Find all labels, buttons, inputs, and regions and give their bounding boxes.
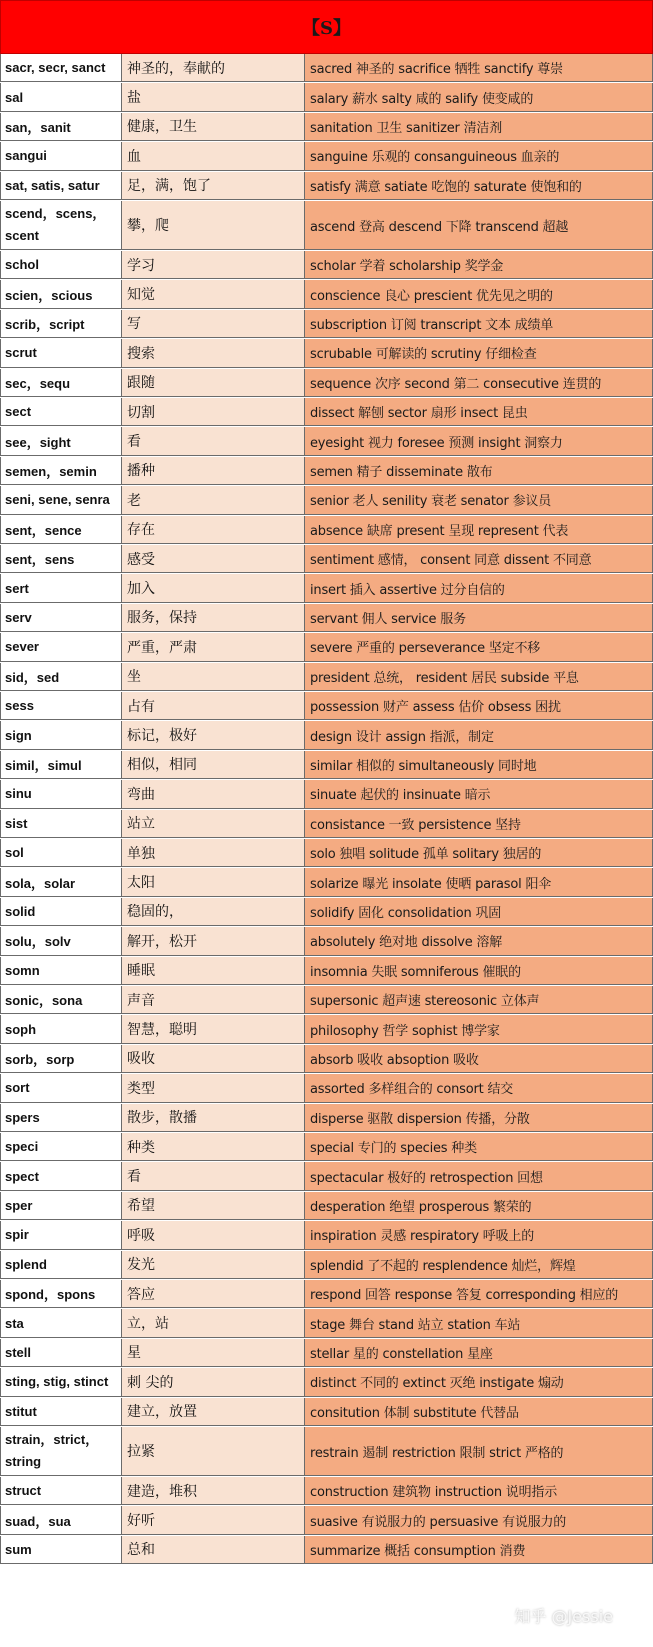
table-row — [0, 1427, 653, 1477]
root-cell: sec，sequ — [0, 369, 122, 397]
table-row — [0, 310, 653, 339]
watermark: 知乎 @Jessie — [514, 1607, 613, 1626]
root-cell: sid，sed — [0, 663, 122, 691]
root-cell: solu，solv — [0, 927, 122, 955]
root-cell: scrib，script — [0, 310, 122, 338]
examples-cell: similar 相似的 simultaneously 同时地 — [305, 751, 653, 779]
examples-cell: servant 佣人 service 服务 — [305, 604, 653, 632]
examples-cell: senior 老人 senility 衰老 senator 参议员 — [305, 486, 653, 514]
root-cell: scien，scious — [0, 280, 122, 308]
root-cell: simil，simul — [0, 751, 122, 779]
examples-cell: sequence 次序 second 第二 consecutive 连贯的 — [305, 369, 653, 397]
meaning-cell: 类型 — [122, 1074, 305, 1102]
meaning-cell: 单独 — [122, 839, 305, 867]
meaning-cell: 拉紧 — [122, 1427, 305, 1476]
root-cell: spers — [0, 1104, 122, 1132]
meaning-cell: 希望 — [122, 1192, 305, 1220]
examples-cell: insomnia 失眠 somniferous 催眠的 — [305, 957, 653, 985]
examples-cell: solo 独唱 solitude 孤单 solitary 独居的 — [305, 839, 653, 867]
table-row — [0, 604, 653, 633]
examples-cell: philosophy 哲学 sophist 博学家 — [305, 1015, 653, 1043]
meaning-cell: 答应 — [122, 1280, 305, 1308]
table-row — [0, 1045, 653, 1074]
examples-cell: possession 财产 assess 估价 obsess 困扰 — [305, 692, 653, 720]
table-row — [0, 663, 653, 692]
meaning-cell: 切割 — [122, 398, 305, 426]
examples-cell: spectacular 极好的 retrospection 回想 — [305, 1162, 653, 1190]
examples-cell: absorb 吸收 absoption 吸收 — [305, 1045, 653, 1073]
table-row — [0, 142, 653, 171]
root-cell: sign — [0, 721, 122, 749]
table-row — [0, 1309, 653, 1338]
root-cell: solid — [0, 898, 122, 926]
table-row — [0, 721, 653, 750]
meaning-cell: 智慧，聪明 — [122, 1015, 305, 1043]
root-cell: sal — [0, 83, 122, 111]
examples-cell: summarize 概括 consumption 消费 — [305, 1536, 653, 1564]
root-cell: serv — [0, 604, 122, 632]
examples-cell: satisfy 满意 satiate 吃饱的 saturate 使饱和的 — [305, 172, 653, 200]
meaning-cell: 盐 — [122, 83, 305, 111]
meaning-cell: 足，满，饱了 — [122, 172, 305, 200]
examples-cell: distinct 不同的 extinct 灭绝 instigate 煽动 — [305, 1368, 653, 1396]
meaning-cell: 稳固的， — [122, 898, 305, 926]
root-cell: sect — [0, 398, 122, 426]
table-row — [0, 1536, 653, 1565]
root-cell: speci — [0, 1133, 122, 1161]
table-row — [0, 810, 653, 839]
table-row — [0, 780, 653, 809]
examples-cell: insert 插入 assertive 过分自信的 — [305, 574, 653, 602]
root-cell: sess — [0, 692, 122, 720]
examples-cell: absence 缺席 present 呈现 represent 代表 — [305, 516, 653, 544]
table-row — [0, 751, 653, 780]
meaning-cell: 总和 — [122, 1536, 305, 1564]
meaning-cell: 严重，严肃 — [122, 633, 305, 661]
root-cell: sta — [0, 1309, 122, 1337]
root-cell: spond，spons — [0, 1280, 122, 1308]
meaning-cell: 知觉 — [122, 280, 305, 308]
root-cell: stell — [0, 1339, 122, 1367]
meaning-cell: 标记，极好 — [122, 721, 305, 749]
root-cell: struct — [0, 1477, 122, 1505]
root-cell: sat, satis, satur — [0, 172, 122, 200]
table-row — [0, 83, 653, 112]
examples-cell: sinuate 起伏的 insinuate 暗示 — [305, 780, 653, 808]
root-cell: splend — [0, 1251, 122, 1279]
meaning-cell: 好听 — [122, 1506, 305, 1534]
examples-cell: sentiment 感情， consent 同意 dissent 不同意 — [305, 545, 653, 573]
table-row — [0, 839, 653, 868]
examples-cell: sanguine 乐观的 consanguineous 血亲的 — [305, 142, 653, 170]
table-row — [0, 1104, 653, 1133]
examples-cell: ascend 登高 descend 下降 transcend 超越 — [305, 201, 653, 250]
root-cell: sent，sens — [0, 545, 122, 573]
table-row — [0, 898, 653, 927]
examples-cell: president 总统， resident 居民 subside 平息 — [305, 663, 653, 691]
table-row — [0, 172, 653, 201]
meaning-cell: 声音 — [122, 986, 305, 1014]
root-cell: sonic，sona — [0, 986, 122, 1014]
table-row — [0, 486, 653, 515]
table-row — [0, 1074, 653, 1103]
examples-cell: disperse 驱散 dispersion 传播，分散 — [305, 1104, 653, 1132]
root-cell: sist — [0, 810, 122, 838]
root-cell: somn — [0, 957, 122, 985]
examples-cell: assorted 多样组合的 consort 结交 — [305, 1074, 653, 1102]
meaning-cell: 星 — [122, 1339, 305, 1367]
root-cell: schol — [0, 251, 122, 279]
meaning-cell: 老 — [122, 486, 305, 514]
table-row — [0, 427, 653, 456]
examples-cell: sacred 神圣的 sacrifice 牺牲 sanctify 尊崇 — [305, 54, 653, 82]
meaning-cell: 感受 — [122, 545, 305, 573]
examples-cell: desperation 绝望 prosperous 繁荣的 — [305, 1192, 653, 1220]
examples-cell: suasive 有说服力的 persuasive 有说服力的 — [305, 1506, 653, 1534]
meaning-cell: 解开，松开 — [122, 927, 305, 955]
table-row — [0, 1221, 653, 1250]
table-row — [0, 516, 653, 545]
table-row — [0, 1192, 653, 1221]
meaning-cell: 健康，卫生 — [122, 113, 305, 141]
root-cell: san，sanit — [0, 113, 122, 141]
meaning-cell: 睡眠 — [122, 957, 305, 985]
examples-cell: respond 回答 response 答复 corresponding 相应的 — [305, 1280, 653, 1308]
root-cell: spect — [0, 1162, 122, 1190]
table-row — [0, 1477, 653, 1506]
examples-cell: design 设计 assign 指派，制定 — [305, 721, 653, 749]
examples-cell: consitution 体制 substitute 代替品 — [305, 1398, 653, 1426]
root-cell: soph — [0, 1015, 122, 1043]
examples-cell: scholar 学着 scholarship 奖学金 — [305, 251, 653, 279]
meaning-cell: 写 — [122, 310, 305, 338]
table-row — [0, 113, 653, 142]
meaning-cell: 学习 — [122, 251, 305, 279]
examples-cell: salary 薪水 salty 咸的 salify 使变咸的 — [305, 83, 653, 111]
examples-cell: supersonic 超声速 stereosonic 立体声 — [305, 986, 653, 1014]
table-row — [0, 398, 653, 427]
meaning-cell: 呼吸 — [122, 1221, 305, 1249]
examples-cell: solarize 曝光 insolate 使晒 parasol 阳伞 — [305, 868, 653, 896]
examples-cell: splendid 了不起的 resplendence 灿烂，辉煌 — [305, 1251, 653, 1279]
table-row — [0, 986, 653, 1015]
root-cell: sum — [0, 1536, 122, 1564]
examples-cell: sanitation 卫生 sanitizer 清洁剂 — [305, 113, 653, 141]
root-cell: sola，solar — [0, 868, 122, 896]
meaning-cell: 建立，放置 — [122, 1398, 305, 1426]
examples-cell: scrubable 可解读的 scrutiny 仔细检查 — [305, 339, 653, 367]
meaning-cell: 相似，相同 — [122, 751, 305, 779]
table-row — [0, 692, 653, 721]
meaning-cell: 散步，散播 — [122, 1104, 305, 1132]
table-row — [0, 1280, 653, 1309]
table-row — [0, 957, 653, 986]
examples-cell: stage 舞台 stand 站立 station 车站 — [305, 1309, 653, 1337]
examples-cell: absolutely 绝对地 dissolve 溶解 — [305, 927, 653, 955]
examples-cell: construction 建筑物 instruction 说明指示 — [305, 1477, 653, 1505]
table-row — [0, 1339, 653, 1368]
examples-cell: conscience 良心 prescient 优先见之明的 — [305, 280, 653, 308]
table-row — [0, 1133, 653, 1162]
examples-cell: consistance 一致 persistence 坚持 — [305, 810, 653, 838]
root-cell: sorb，sorp — [0, 1045, 122, 1073]
meaning-cell: 太阳 — [122, 868, 305, 896]
root-cell: sangui — [0, 142, 122, 170]
root-cell: sacr, secr, sanct — [0, 54, 122, 82]
table-row — [0, 251, 653, 280]
meaning-cell: 坐 — [122, 663, 305, 691]
meaning-cell: 看 — [122, 427, 305, 455]
root-cell: stitut — [0, 1398, 122, 1426]
root-cell: sper — [0, 1192, 122, 1220]
root-cell: sol — [0, 839, 122, 867]
table-row — [0, 1015, 653, 1044]
table-title: 【S】 — [0, 0, 653, 54]
examples-cell: dissect 解刨 sector 扇形 insect 昆虫 — [305, 398, 653, 426]
table-row — [0, 1251, 653, 1280]
examples-cell: stellar 星的 constellation 星座 — [305, 1339, 653, 1367]
meaning-cell: 看 — [122, 1162, 305, 1190]
meaning-cell: 立，站 — [122, 1309, 305, 1337]
root-cell: sent，sence — [0, 516, 122, 544]
meaning-cell: 加入 — [122, 574, 305, 602]
root-cell: strain，strict，string — [0, 1427, 122, 1476]
table-row — [0, 633, 653, 662]
root-cell: scend，scens，scent — [0, 201, 122, 250]
meaning-cell: 发光 — [122, 1251, 305, 1279]
table-row — [0, 280, 653, 309]
meaning-cell: 建造，堆积 — [122, 1477, 305, 1505]
root-cell: see，sight — [0, 427, 122, 455]
table-row — [0, 54, 653, 83]
meaning-cell: 血 — [122, 142, 305, 170]
table-row — [0, 1162, 653, 1191]
examples-cell: special 专门的 species 种类 — [305, 1133, 653, 1161]
root-cell: sort — [0, 1074, 122, 1102]
meaning-cell: 存在 — [122, 516, 305, 544]
table-row — [0, 545, 653, 574]
table-row — [0, 339, 653, 368]
root-cell: semen，semin — [0, 457, 122, 485]
meaning-cell: 服务，保持 — [122, 604, 305, 632]
meaning-cell: 搜索 — [122, 339, 305, 367]
root-cell: suad，sua — [0, 1506, 122, 1534]
meaning-cell: 弯曲 — [122, 780, 305, 808]
root-cell: sert — [0, 574, 122, 602]
meaning-cell: 攀，爬 — [122, 201, 305, 250]
table-row — [0, 868, 653, 897]
meaning-cell: 占有 — [122, 692, 305, 720]
meaning-cell: 吸收 — [122, 1045, 305, 1073]
table-row — [0, 1398, 653, 1427]
examples-cell: semen 精子 disseminate 散布 — [305, 457, 653, 485]
examples-cell: subscription 订阅 transcript 文本 成绩单 — [305, 310, 653, 338]
table-row — [0, 927, 653, 956]
table-row — [0, 201, 653, 251]
root-cell: scrut — [0, 339, 122, 367]
meaning-cell: 播种 — [122, 457, 305, 485]
root-cell: seni, sene, senra — [0, 486, 122, 514]
root-cell: spir — [0, 1221, 122, 1249]
examples-cell: severe 严重的 perseverance 坚定不移 — [305, 633, 653, 661]
root-cell: sting, stig, stinct — [0, 1368, 122, 1396]
examples-cell: eyesight 视力 foresee 预测 insight 洞察力 — [305, 427, 653, 455]
meaning-cell: 刺 尖的 — [122, 1368, 305, 1396]
table-row — [0, 1368, 653, 1397]
examples-cell: restrain 遏制 restriction 限制 strict 严格的 — [305, 1427, 653, 1476]
examples-cell: inspiration 灵感 respiratory 呼吸上的 — [305, 1221, 653, 1249]
meaning-cell: 站立 — [122, 810, 305, 838]
table-row — [0, 574, 653, 603]
table-row — [0, 369, 653, 398]
meaning-cell: 跟随 — [122, 369, 305, 397]
examples-cell: solidify 固化 consolidation 巩固 — [305, 898, 653, 926]
meaning-cell: 种类 — [122, 1133, 305, 1161]
root-cell: sever — [0, 633, 122, 661]
table-row — [0, 457, 653, 486]
root-cell: sinu — [0, 780, 122, 808]
meaning-cell: 神圣的，奉献的 — [122, 54, 305, 82]
table-row — [0, 1506, 653, 1535]
